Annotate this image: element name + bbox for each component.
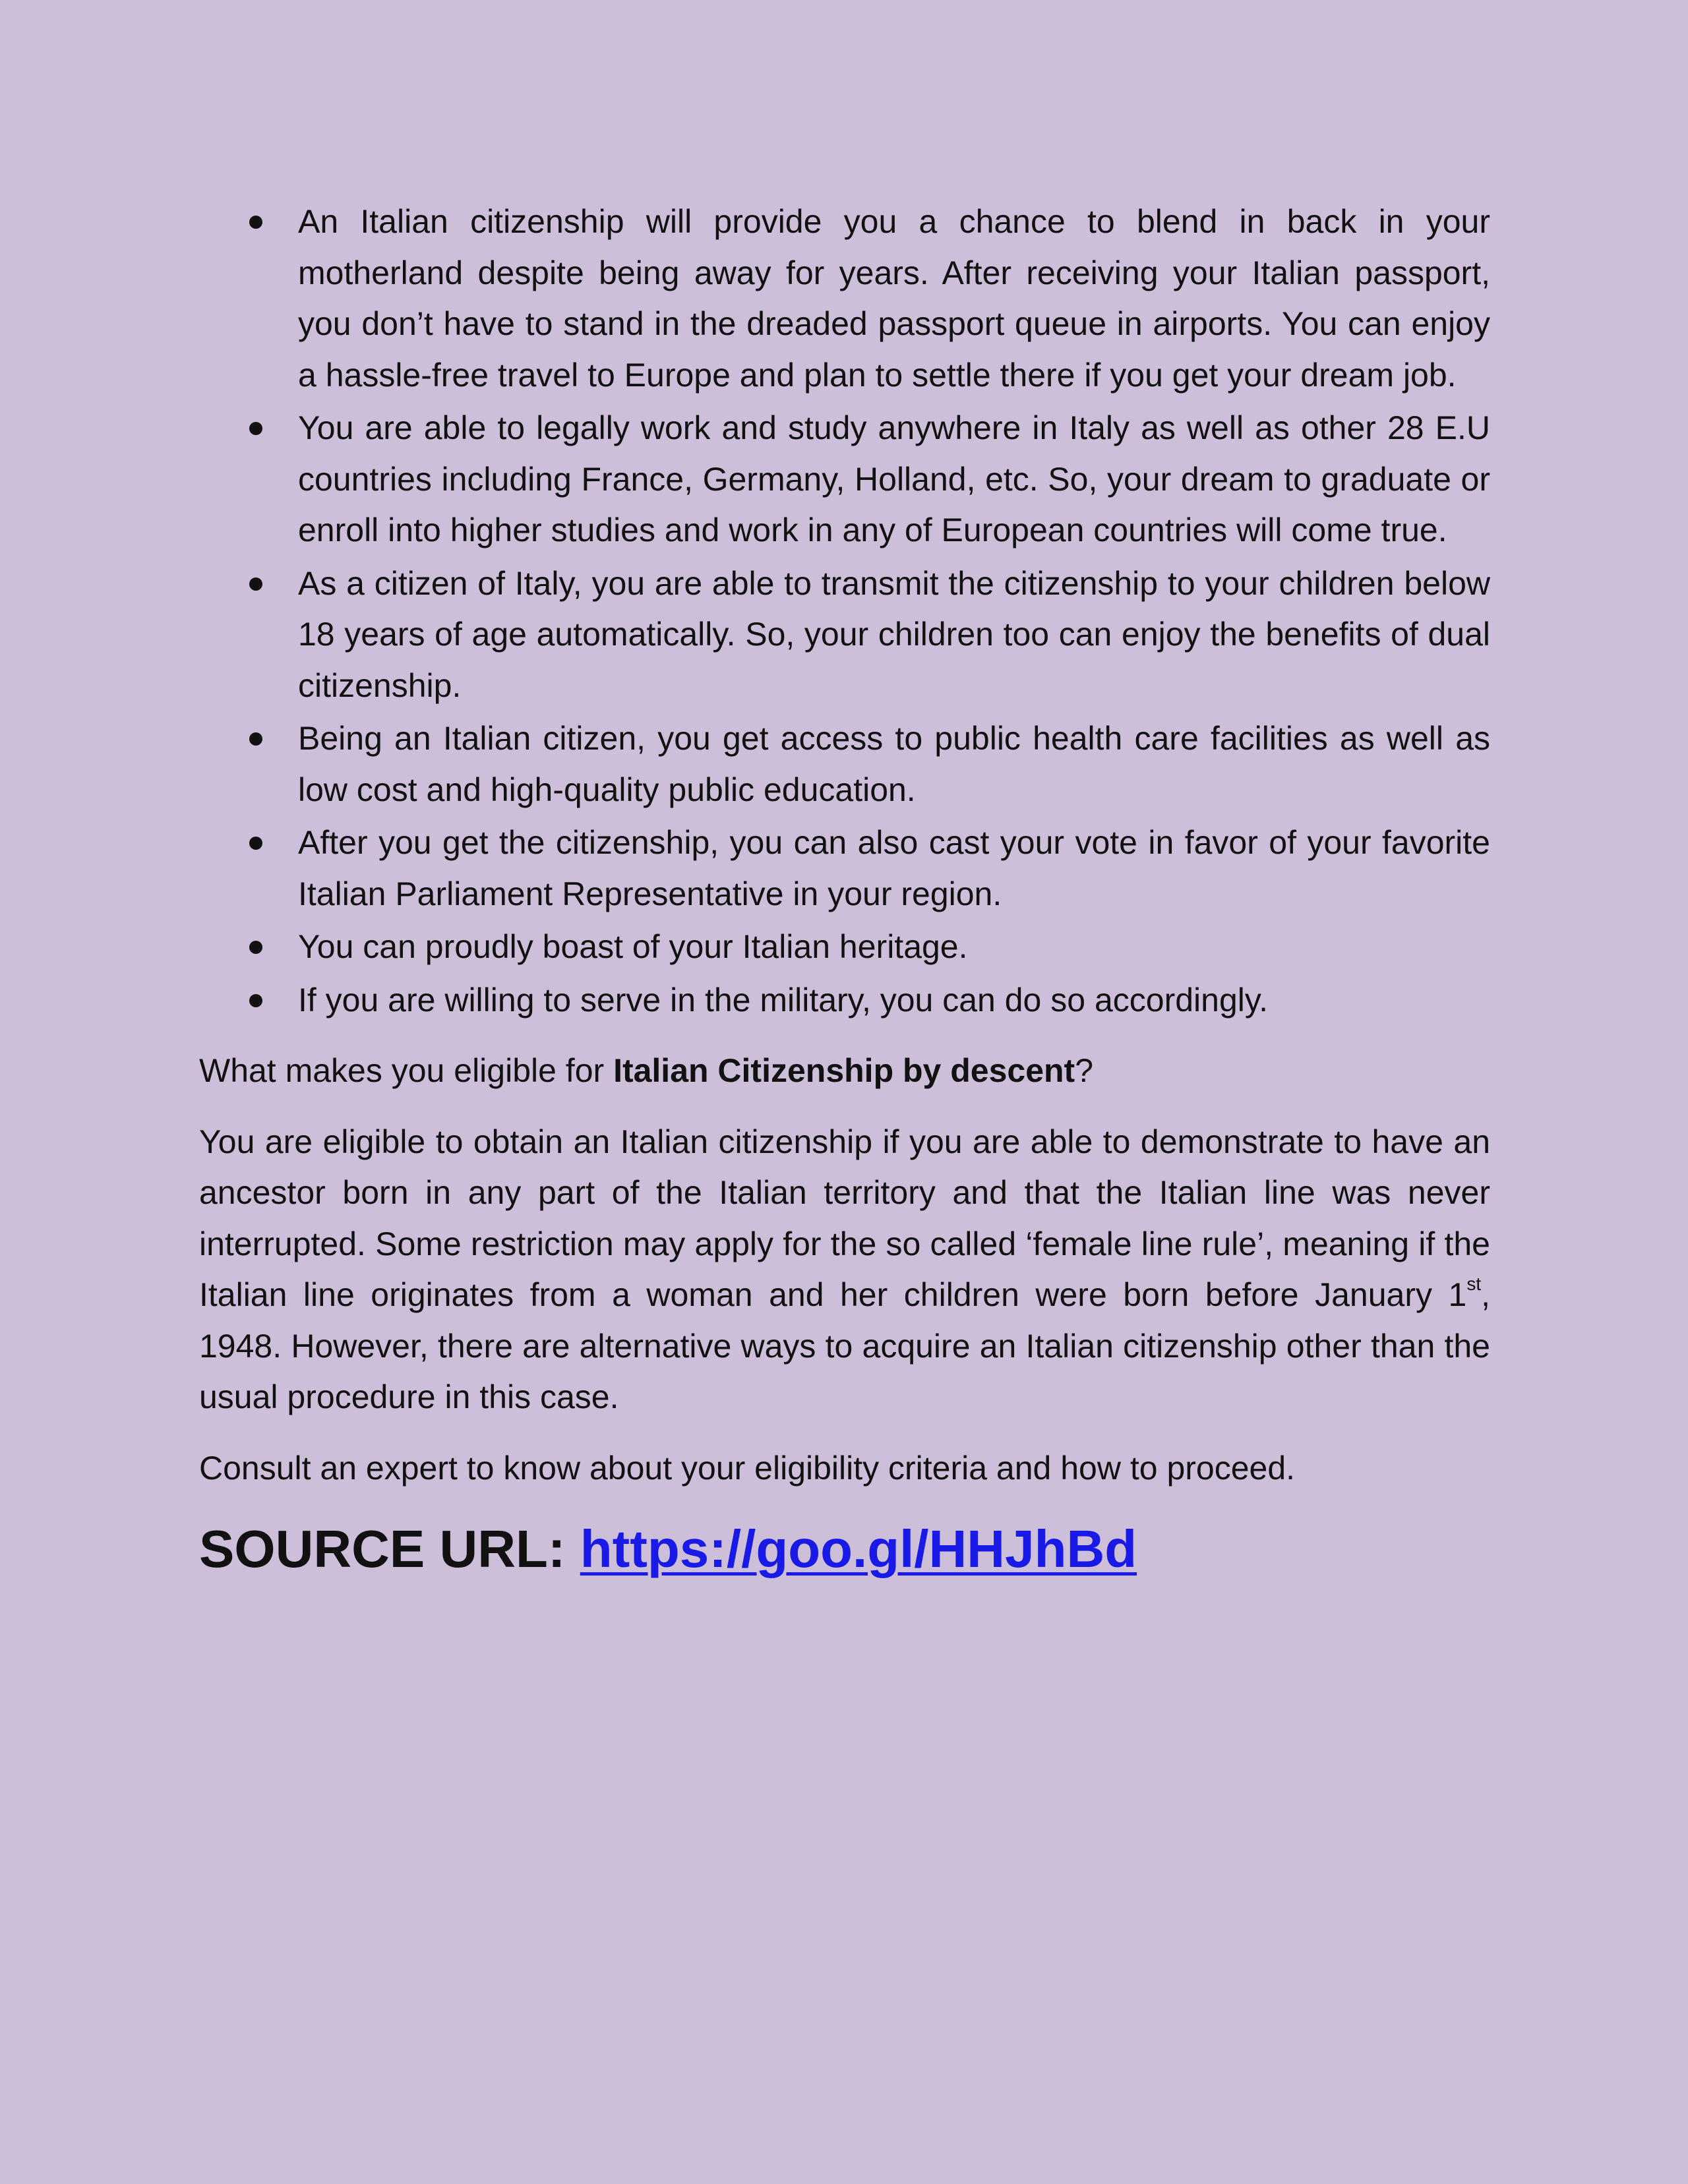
eligibility-text-part1: You are eligible to obtain an Italian citizenship if you are able to demonstrate to have an ancestor born in any part of the Italian territory and that the Italian line was never interrupted. Some restriction may apply for the so called ‘female line rule’, meaning if the Italian line originates from a woman and her children were born before January 1 — [199, 1123, 1490, 1313]
bullet-icon — [249, 577, 262, 591]
ordinal-suffix: st — [1466, 1274, 1482, 1295]
eligibility-paragraph — [199, 1117, 1490, 1423]
bullet-icon — [249, 941, 262, 954]
bullet-icon — [249, 422, 262, 435]
bullet-icon — [249, 216, 262, 229]
list-item — [199, 558, 1490, 712]
eligibility-text-part2: , 1948. However, there are alternative ways to acquire an Italian citizenship other than the usual procedure in this case. — [199, 1276, 1490, 1415]
list-item — [199, 713, 1490, 815]
bullet-icon — [249, 837, 262, 850]
list-item-text: You are able to legally work and study anywhere in Italy as well as other 28 E.U countries including France, Germany, Holland, etc. So, your dream to graduate or enroll into higher studies and work in any of European countries will come true. — [298, 409, 1490, 548]
list-item-text: As a citizen of Italy, you are able to transmit the citizenship to your children below 18 years of age automatically. So, your children too can enjoy the benefits of dual citizenship. — [298, 564, 1490, 704]
question-prefix: What makes you eligible for — [199, 1052, 614, 1089]
list-item — [199, 196, 1490, 401]
list-item-text: You can proudly boast of your Italian heritage. — [298, 928, 968, 965]
source-line — [199, 1516, 1490, 1582]
question-suffix: ? — [1075, 1052, 1094, 1089]
question-bold: Italian Citizenship by descent — [613, 1052, 1075, 1089]
source-label: SOURCE URL: — [199, 1520, 566, 1578]
list-item — [199, 922, 1490, 973]
list-item-text: An Italian citizenship will provide you a chance to blend in back in your motherland despite being away for years. After receiving your Italian passport, you don’t have to stand in the dreaded passport queue in airports. You can enjoy a hassle-free travel to Europe and plan to settle there if you get your dream job. — [298, 203, 1490, 394]
eligibility-question — [199, 1046, 1490, 1097]
list-item-text: Being an Italian citizen, you get access to public health care facilities as well as low cost and high-quality public education. — [298, 720, 1490, 808]
consult-paragraph: Consult an expert to know about your eligibility criteria and how to proceed. — [199, 1449, 1296, 1487]
bullet-icon — [249, 732, 262, 746]
list-item — [199, 817, 1490, 920]
benefits-list — [199, 196, 1490, 1026]
list-item-text: If you are willing to serve in the military, you can do so accordingly. — [298, 981, 1269, 1018]
list-item — [199, 403, 1490, 556]
source-url-link[interactable]: https://goo.gl/HHJhBd — [580, 1520, 1137, 1578]
bullet-icon — [249, 994, 262, 1007]
list-item — [199, 975, 1490, 1026]
list-item-text: After you get the citizenship, you can also cast your vote in favor of your favorite Italian Parliament Representative in your region. — [298, 824, 1490, 912]
